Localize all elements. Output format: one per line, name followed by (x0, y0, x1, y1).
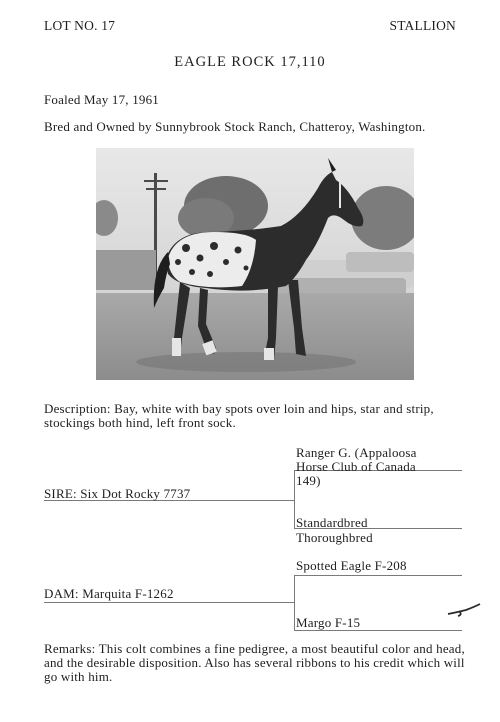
pedigree-line-dam-dam (294, 630, 462, 631)
foaled-date: Foaled May 17, 1961 (44, 92, 160, 107)
pedigree-bracket-dam (294, 575, 295, 631)
horse-name-title: EAGLE ROCK 17,110 (174, 54, 326, 70)
description-text: Description: Bay, white with bay spots over loin and hips, star and strip, stockings both hind, left front sock. (44, 401, 434, 430)
sire-sire-line3: 149) (296, 473, 321, 488)
lot-number: LOT NO. 17 (44, 18, 116, 33)
bred-owned-text: Bred and Owned by Sunnybrook Stock Ranch, Chatteroy, Washington. (44, 119, 426, 134)
sire-dam-2: Thoroughbred (296, 530, 373, 545)
sire-dam-1: Standardbred (296, 515, 368, 530)
sire-label: SIRE: Six Dot Rocky 7737 (44, 486, 191, 501)
dam-label: DAM: Marquita F-1262 (44, 586, 174, 601)
horse-photo (96, 148, 414, 380)
remarks-text: Remarks: This colt combines a fine pedigree, a most beautiful color and head, and the desirable disposition. Also has several ribbons to his credit which will go with him. (44, 641, 465, 684)
dam-sire: Spotted Eagle F-208 (296, 558, 407, 573)
pen-mark (446, 602, 482, 618)
sire-sire-line2: Horse Club of Canada (296, 459, 416, 474)
pedigree-line-dam-sire (294, 575, 462, 576)
dam-dam: Margo F-15 (296, 615, 361, 630)
category-label: STALLION (389, 18, 456, 33)
pedigree-line-dam (44, 602, 294, 603)
sire-sire-line1: Ranger G. (Appaloosa (296, 445, 417, 460)
pedigree-bracket-sire (294, 470, 295, 528)
